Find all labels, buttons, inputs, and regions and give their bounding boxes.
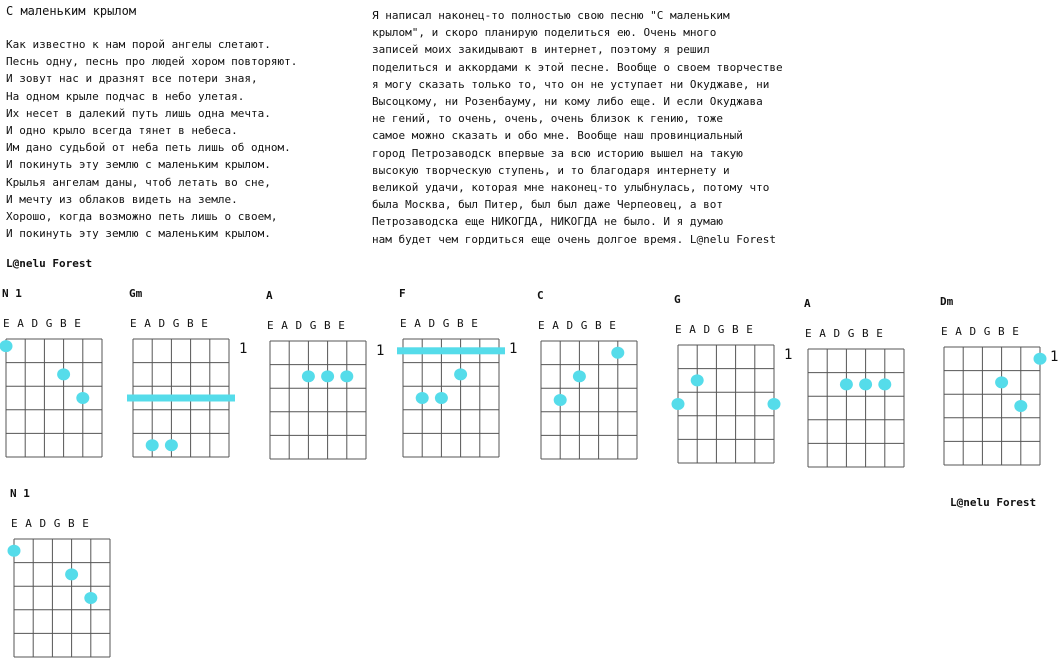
- fretboard: [672, 339, 788, 477]
- lyrics-line: Их несет в далекий путь лишь одна мечта.: [6, 106, 271, 120]
- lyrics-line: Им дано судьбой от неба петь лишь об одном.: [6, 141, 291, 155]
- lyrics-line: И одно крыло всегда тянет в небеса.: [6, 124, 238, 138]
- lyrics-line: Хорошо, когда возможно петь лишь о своем,: [6, 210, 278, 224]
- note-line: поделиться и аккордами к этой песне. Вообще о своем творчестве: [372, 60, 783, 74]
- finger-dot: [611, 347, 624, 359]
- finger-dot: [65, 568, 78, 580]
- fretboard: [264, 335, 380, 473]
- string-names: E A D G B E: [130, 317, 209, 330]
- string-names: E A D G B E: [805, 327, 884, 340]
- string-names: E A D G B E: [11, 517, 90, 530]
- finger-dot: [1014, 400, 1027, 412]
- chord-name: N 1: [10, 487, 30, 500]
- finger-dot: [768, 398, 781, 410]
- song-lyrics: [6, 36, 297, 242]
- chord-name: C: [537, 289, 544, 302]
- lyrics-line: На одном крыле подчас в небо улетая.: [6, 89, 245, 103]
- fret-number-label: 1: [509, 341, 518, 357]
- fretboard: [938, 341, 1054, 479]
- string-names: E A D G B E: [400, 317, 479, 330]
- fretboard: [0, 333, 116, 471]
- barre-bar: [397, 347, 505, 354]
- note-line: нам будет чем гордиться еще очень долгое время. L@nelu Forest: [372, 232, 776, 246]
- fret-number-label: 1: [376, 343, 385, 359]
- finger-dot: [416, 392, 429, 404]
- finger-dot: [76, 392, 89, 404]
- chord-name: A: [804, 297, 811, 310]
- finger-dot: [57, 368, 70, 380]
- note-line: была Москва, был Питер, был был даже Черпеовец, а вот: [372, 198, 723, 212]
- finger-dot: [165, 439, 178, 451]
- note-line: самое можно сказать и обо мне. Вообще наш провинциальный: [372, 129, 743, 143]
- fret-number-label: 1: [784, 347, 793, 363]
- chord-name: N 1: [2, 287, 22, 300]
- fretboard: [802, 343, 918, 481]
- lyrics-line: Как известно к нам порой ангелы слетают.: [6, 38, 271, 51]
- note-line: высокую творческую ступень, и то благодаря интернету и: [372, 163, 730, 177]
- barre-bar: [127, 395, 235, 402]
- finger-dot: [146, 439, 159, 451]
- song-title: С маленьким крылом: [6, 4, 137, 18]
- finger-dot: [84, 592, 97, 604]
- lyrics-line: И зовут нас и дразнят все потери зная,: [6, 72, 258, 86]
- finger-dot: [554, 394, 567, 406]
- finger-dot: [573, 370, 586, 382]
- string-names: E A D G B E: [538, 319, 617, 332]
- note-line: город Петрозаводск впервые за всю историю вышел на такую: [372, 146, 743, 160]
- finger-dot: [859, 378, 872, 390]
- note-line: великой удачи, которая мне наконец-то улыбнулась, потому что: [372, 181, 770, 195]
- fretboard: [8, 533, 124, 671]
- note-line: крылом", и скоро планирую поделиться ею. Очень много: [372, 26, 717, 40]
- lyrics-line: И покинуть эту землю с маленьким крылом.: [6, 227, 271, 241]
- author-note: [372, 7, 802, 248]
- lyrics-line: Крылья ангелам даны, чтоб летать во сне,: [6, 175, 271, 189]
- lyrics-line: И мечту из облаков видеть на земле.: [6, 192, 238, 206]
- finger-dot: [878, 378, 891, 390]
- fretboard: [397, 333, 513, 471]
- note-line: я могу сказать только то, что он не уступает ни Окуджаве, ни: [372, 77, 770, 91]
- string-names: E A D G B E: [675, 323, 754, 336]
- finger-dot: [691, 374, 704, 386]
- chord-name: A: [266, 289, 273, 302]
- string-names: E A D G B E: [267, 319, 346, 332]
- finger-dot: [840, 378, 853, 390]
- string-names: E A D G B E: [3, 317, 82, 330]
- fretboard: [127, 333, 243, 471]
- finger-dot: [1034, 353, 1047, 365]
- fret-number-label: 1: [239, 341, 248, 357]
- note-line: не гений, то очень, очень, очень близок к гению, тоже: [372, 112, 723, 126]
- finger-dot: [995, 376, 1008, 388]
- note-line: Высоцкому, ни Розенбауму, ни кому либо еще. И если Окуджава: [372, 95, 763, 109]
- finger-dot: [302, 370, 315, 382]
- string-names: E A D G B E: [941, 325, 1020, 338]
- lyrics-line: И покинуть эту землю с маленьким крылом.: [6, 158, 271, 172]
- chord-name: F: [399, 287, 406, 300]
- note-line: записей моих закидывают в интернет, поэтому я решил: [372, 43, 710, 57]
- note-line: Петрозаводска еще НИКОГДА, НИКОГДА не было. И я думаю: [372, 215, 723, 229]
- finger-dot: [340, 370, 353, 382]
- fret-number-label: 1: [1050, 349, 1058, 365]
- chord-name: Dm: [940, 295, 954, 308]
- finger-dot: [454, 368, 467, 380]
- finger-dot: [435, 392, 448, 404]
- chord-name: G: [674, 293, 681, 306]
- finger-dot: [672, 398, 685, 410]
- signature-bottom: L@nelu Forest: [950, 496, 1037, 509]
- chord-name: Gm: [129, 287, 143, 300]
- finger-dot: [0, 340, 13, 352]
- fretboard: [535, 335, 651, 473]
- finger-dot: [8, 545, 21, 557]
- lyrics-line: Песнь одну, песнь про людей хором повторяют.: [6, 55, 298, 69]
- finger-dot: [321, 370, 334, 382]
- signature-top: L@nelu Forest: [6, 257, 93, 270]
- note-line: Я написал наконец-то полностью свою песню "С маленьким: [372, 9, 730, 22]
